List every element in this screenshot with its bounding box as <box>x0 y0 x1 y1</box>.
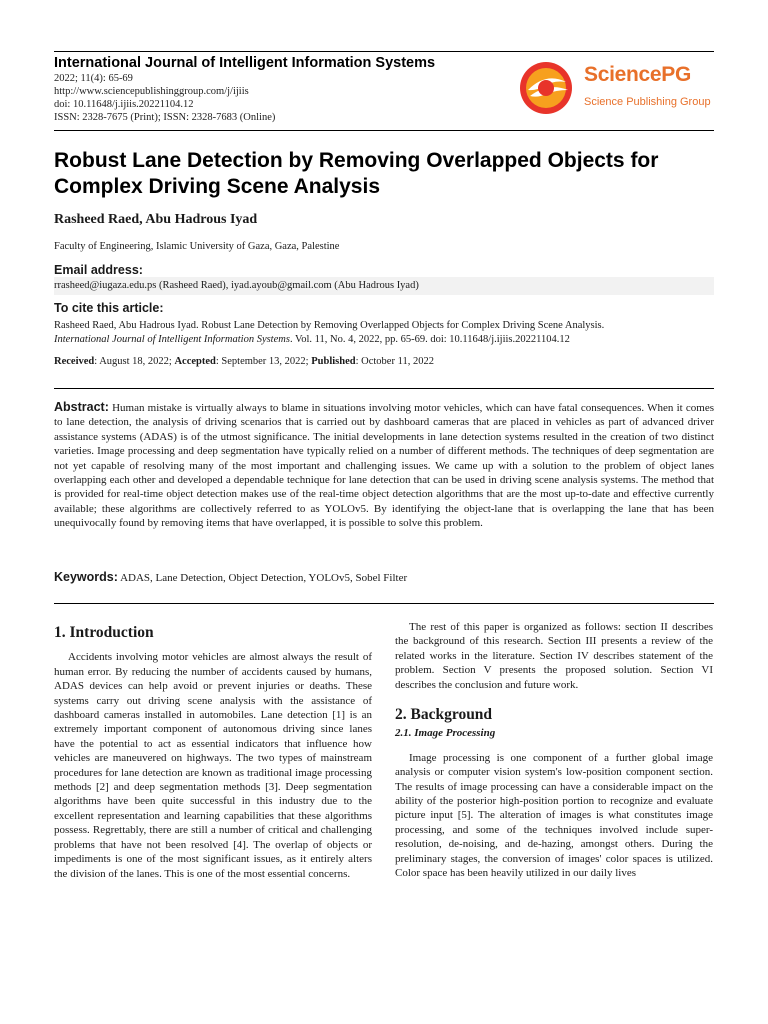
authors: Rasheed Raed, Abu Hadrous Iyad <box>54 212 258 227</box>
email-addresses[interactable]: rrasheed@iugaza.edu.ps (Rasheed Raed), iyad.ayoub@gmail.com (Abu Hadrous Iyad) <box>54 280 419 291</box>
journal-title: International Journal of Intelligent Information Systems <box>54 55 436 71</box>
keywords-text: ADAS, Lane Detection, Object Detection, YOLOv5, Sobel Filter <box>120 572 408 584</box>
issn-line: ISSN: 2328-7675 (Print); ISSN: 2328-7683 (Online) <box>54 112 276 123</box>
abstract <box>54 400 714 531</box>
citation-line1: Rasheed Raed, Abu Hadrous Iyad. Robust Lane Detection by Removing Overlapped Objects for Complex Driving Scene Analysis. <box>54 320 605 331</box>
image-processing-paragraph: Image processing is one component of a further global image analysis or computer vision system's low-position component section. The results of image processing can have a considerable impact on the ability of the posterior high-position portion to recognize and evaluate picture input [5]. The alteration of images is what constitutes image processing, and some of the techniques involved include super-resolution, de-noising, and de-hazing, amongst others. During the preliminary stages, the conversion of images' color spaces is utilized. Color space has been heavily utilized in our daily lives <box>395 751 713 880</box>
citation-journal: International Journal of Intelligent Information Systems <box>54 334 290 345</box>
received-date: : August 18, 2022; <box>94 356 175 367</box>
doi-line: doi: 10.11648/j.ijiis.20221104.12 <box>54 99 194 110</box>
citation-details: . Vol. 11, No. 4, 2022, pp. 65-69. doi: 10.11648/j.ijiis.20221104.12 <box>289 334 570 345</box>
logo-name: SciencePG <box>584 63 692 86</box>
accepted-date: : September 13, 2022; <box>215 356 312 367</box>
affiliation: Faculty of Engineering, Islamic University of Gaza, Gaza, Palestine <box>54 241 340 252</box>
keywords <box>54 570 714 584</box>
logo-globe-icon <box>514 60 584 116</box>
abstract-top-rule <box>54 388 714 389</box>
top-rule <box>54 51 714 52</box>
subsection-heading-image-processing: 2.1. Image Processing <box>395 727 496 740</box>
volume-line: 2022; 11(4): 65-69 <box>54 73 133 84</box>
published-date: : October 11, 2022 <box>355 356 434 367</box>
publication-dates <box>54 356 434 367</box>
cite-heading: To cite this article: <box>54 301 164 315</box>
header-rule <box>54 130 714 131</box>
section-heading-introduction: 1. Introduction <box>54 624 154 641</box>
paper-title: Robust Lane Detection by Removing Overlapped Objects for Complex Driving Scene Analysis <box>54 149 659 198</box>
left-column <box>54 626 372 881</box>
abstract-label: Abstract: <box>54 400 109 414</box>
keywords-bottom-rule <box>54 603 714 604</box>
journal-url[interactable]: http://www.sciencepublishinggroup.com/j/ijiis <box>54 86 249 97</box>
right-column <box>395 620 713 881</box>
email-heading: Email address: <box>54 263 143 277</box>
section-heading-background: 2. Background <box>395 706 493 724</box>
received-label: Received <box>54 356 95 367</box>
organization-paragraph: The rest of this paper is organized as follows: section II describes the background of this research. Section III presents a review of the related works in the literature. Section IV describes statement of the problem. Section V presents the proposed solution. Section VI describes the conclusion and future work. <box>395 621 713 691</box>
logo-subtitle: Science Publishing Group <box>584 96 711 108</box>
abstract-text: Human mistake is virtually always to blame in situations involving motor vehicles, which can have fatal consequences. When it comes to lane detection, the analysis of driving scenarios that is carried out by dashboard cameras that are placed in vehicles as part of advanced driver assistance systems (ADAS) is of the utmost significance. The initial developments in lane detection systems resulted in the creation of two distinct varieties. Image processing and deep segmentation have typically relied on a number of different methods. The techniques of deep segmentation are not yet capable of resolving many of the most important and challenging issues. We came up with a solution to the problem of object lanes overlapping each other and developed a dependable technique for lane detection that can be used in driving scene analysis systems. The method that is provided for real-time object detection makes use of the real-time object detection algorithms that are the most up-to-date and effective currently available; these algorithms are collectively referred to as YOLOv5. By identifying the object-lane that is overlapping the lane that has been unequivocally found by removing items that have overlapped, it is possible to solve this problem. <box>54 402 714 530</box>
published-label: Published <box>311 356 356 367</box>
introduction-paragraph: Accidents involving motor vehicles are almost always the result of human error. By reducing the number of accidents caused by humans, ADAS devices can help avoid or prevent injuries or deaths. These systems carry out driving scene analysis with the assistance of dashboard cameras installed in automobiles. Lane detection [1] is an extremely important component of autonomous driving since lanes have the potential to act as essential indicators that influence how vehicles are maneuvered on highways. The two types of mainstream procedures for lane detection are known as traditional image processing methods [2] and deep segmentation methods [3]. Deep segmentation algorithms have been quite successful in this industry due to the excellent representation and learning capabilities that these algorithms possess. Regrettably, there are still a number of critical and challenging problems that have not been resolved [4]. The overlap of objects or impediments is one of the most significant issues, as it entirely alters the division of the lanes. This is one of the most essential concerns. <box>54 651 372 880</box>
accepted-label: Accepted <box>174 356 216 367</box>
keywords-label: Keywords: <box>54 570 118 584</box>
citation <box>54 319 714 347</box>
